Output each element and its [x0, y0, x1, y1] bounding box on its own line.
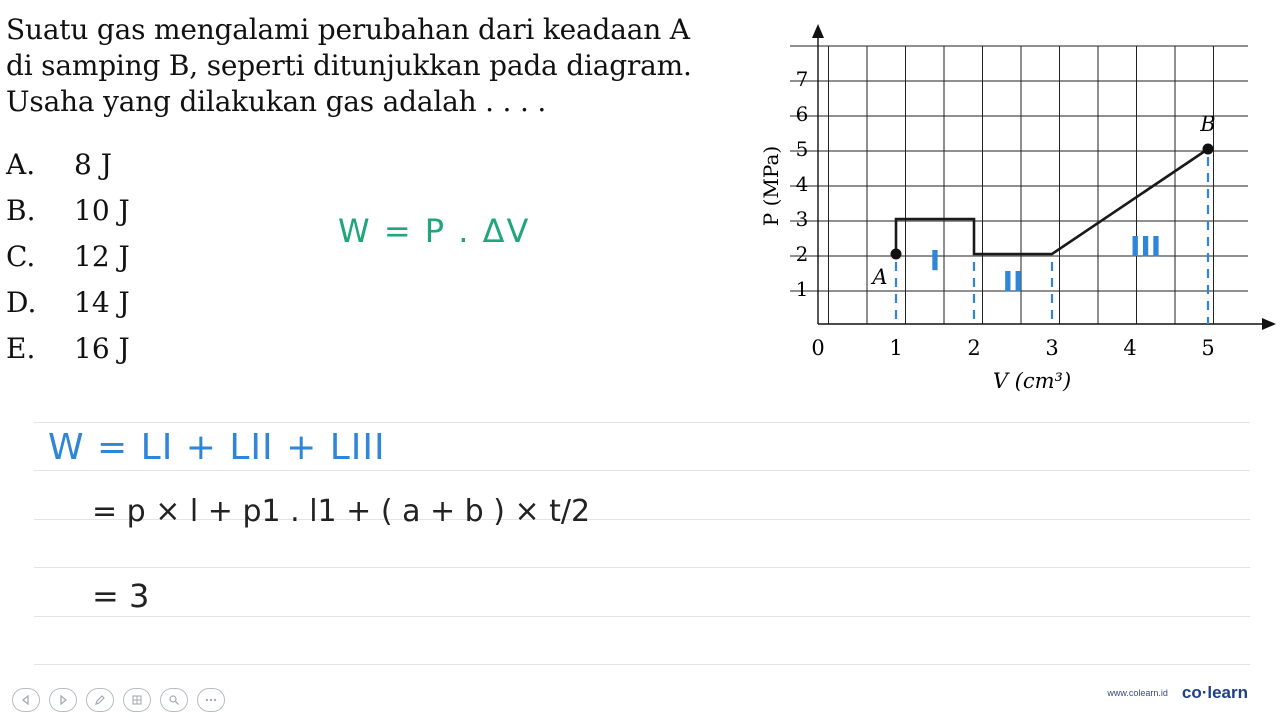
ruled-line	[34, 664, 1250, 665]
question-text	[6, 12, 746, 120]
region-label: II	[1002, 264, 1024, 298]
question-line-2: di samping B, seperti ditunjukkan pada diagram.	[6, 49, 692, 82]
ruled-line	[34, 567, 1250, 568]
region-label: III	[1129, 229, 1162, 263]
brand	[1107, 683, 1248, 703]
y-tick-label: 3	[795, 207, 809, 231]
back-icon[interactable]	[12, 688, 40, 712]
pv-diagram	[750, 18, 1280, 398]
result-annotation: = 3	[92, 577, 150, 615]
more-icon[interactable]	[197, 688, 225, 712]
ruled-line	[34, 616, 1250, 617]
toolbar	[12, 688, 225, 712]
state-point	[1203, 144, 1214, 155]
state-label: A	[872, 265, 888, 289]
option-e[interactable]: E. 16 J	[6, 332, 130, 365]
x-tick-label: 5	[1201, 336, 1215, 360]
option-d[interactable]: D. 14 J	[6, 286, 130, 319]
ruled-line	[34, 470, 1250, 471]
question-line-1: Suatu gas mengalami perubahan dari keadaan A	[6, 13, 690, 46]
x-tick-label: 4	[1123, 336, 1137, 360]
x-tick-label: 1	[889, 336, 903, 360]
x-tick-label: 3	[1045, 336, 1059, 360]
state-label: B	[1200, 112, 1216, 136]
y-tick-label: 5	[795, 137, 809, 161]
pen-icon[interactable]	[86, 688, 114, 712]
y-axis-arrow	[812, 24, 824, 38]
y-tick-label: 4	[795, 172, 809, 196]
work-expansion-annotation: = p × l + p1 . l1 + ( a + b ) × t/2	[92, 494, 591, 529]
option-b[interactable]: B. 10 J	[6, 194, 130, 227]
grid-icon[interactable]	[123, 688, 151, 712]
y-tick-label: 7	[795, 67, 809, 91]
state-point	[891, 249, 902, 260]
region-label: I	[929, 243, 941, 277]
option-a[interactable]: A. 8 J	[6, 148, 112, 181]
option-c[interactable]: C. 12 J	[6, 240, 130, 273]
y-tick-label: 2	[795, 242, 809, 266]
work-sum-annotation: W = LI + LII + LIII	[48, 427, 386, 468]
formula-annotation: W = P . ΔV	[338, 212, 531, 250]
answer-options	[6, 142, 130, 372]
x-axis-arrow	[1262, 318, 1276, 330]
x-axis-label: V (cm³)	[992, 369, 1072, 393]
y-axis-label: P (MPa)	[759, 145, 783, 227]
brand-url[interactable]: www.colearn.id	[1107, 688, 1168, 698]
x-tick-label: 2	[967, 336, 981, 360]
ruled-line	[34, 422, 1250, 423]
zoom-icon[interactable]	[160, 688, 188, 712]
y-tick-label: 1	[795, 277, 809, 301]
brand-logo: co·learn	[1181, 683, 1248, 702]
question-line-3: Usaha yang dilakukan gas adalah . . . .	[6, 85, 547, 118]
y-tick-label: 6	[795, 102, 809, 126]
forward-icon[interactable]	[49, 688, 77, 712]
x-tick-label: 0	[811, 336, 825, 360]
